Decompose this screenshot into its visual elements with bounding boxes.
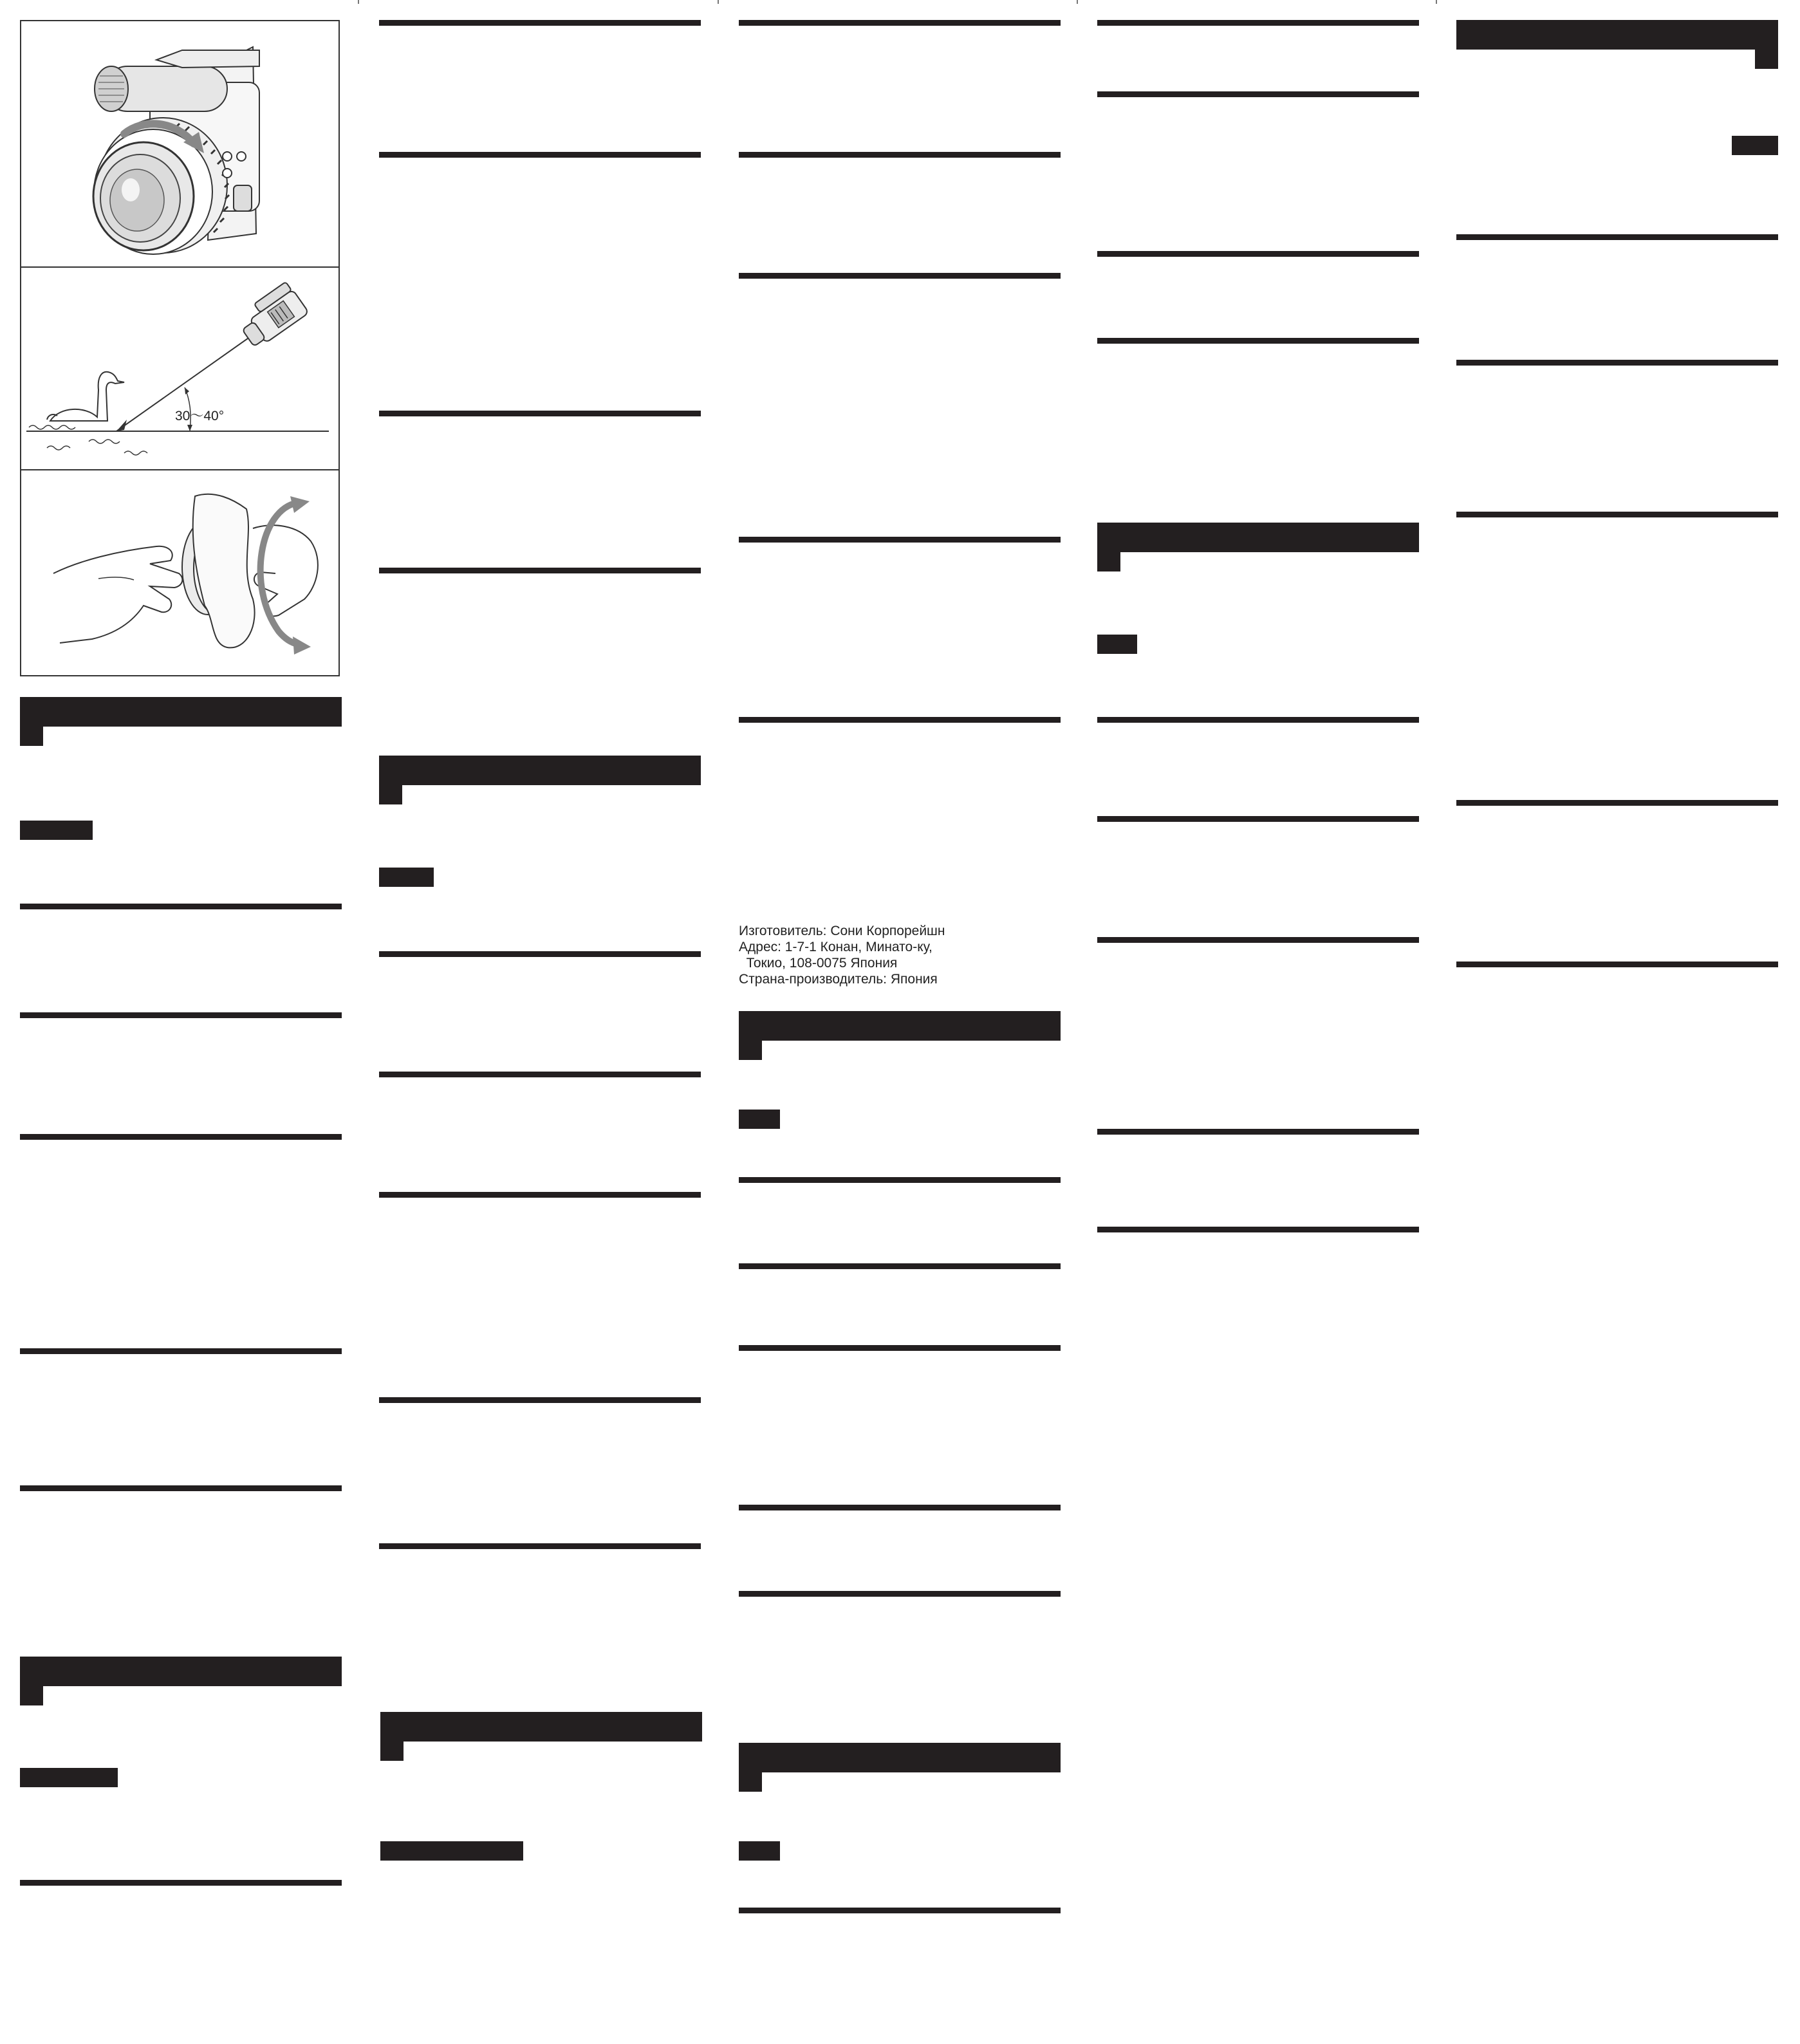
illustration-frame xyxy=(20,20,340,676)
divider-rule xyxy=(1097,937,1419,943)
divider-rule xyxy=(379,152,701,158)
hands-cleaning-lens-icon xyxy=(21,470,339,675)
divider-rule xyxy=(379,411,701,416)
section-header-bar xyxy=(380,1712,702,1742)
section-header-bar xyxy=(1097,523,1419,552)
divider-rule xyxy=(379,951,701,957)
divider-rule xyxy=(739,717,1061,723)
divider-rule xyxy=(20,1134,342,1140)
column-2 xyxy=(379,0,701,2044)
section-header-bar xyxy=(739,1743,1061,1772)
divider-rule xyxy=(379,1397,701,1403)
section-header-tab xyxy=(20,727,43,746)
divider-rule xyxy=(1097,1227,1419,1232)
divider-rule xyxy=(1097,1129,1419,1135)
column-4 xyxy=(1097,0,1419,2044)
divider-rule xyxy=(739,1345,1061,1351)
divider-rule xyxy=(739,20,1061,26)
divider-rule xyxy=(1097,20,1419,26)
divider-rule xyxy=(1456,512,1778,517)
divider-rule xyxy=(20,1012,342,1018)
divider-rule xyxy=(1456,360,1778,366)
divider-rule xyxy=(379,1543,701,1549)
divider-rule xyxy=(739,273,1061,279)
manufacturer-address: Адрес: 1-7-1 Конан, Минато-ку, xyxy=(739,940,932,954)
subsection-tag xyxy=(739,1841,780,1861)
crop-mark xyxy=(1436,0,1437,4)
subsection-tag xyxy=(380,1841,523,1861)
section-header-bar xyxy=(379,756,701,785)
divider-rule xyxy=(379,20,701,26)
section-header-tab xyxy=(1097,552,1120,571)
section-header-tab xyxy=(1755,50,1778,69)
divider-rule xyxy=(1097,91,1419,97)
divider-rule xyxy=(739,1177,1061,1183)
camcorder-lens-ring-icon xyxy=(21,21,339,266)
shooting-angle-label: 30〜40° xyxy=(175,409,225,423)
crop-mark xyxy=(718,0,719,4)
subsection-tag xyxy=(20,821,93,840)
manufacturer-address-city: Токио, 108-0075 Япония xyxy=(739,956,898,971)
divider-rule xyxy=(20,904,342,909)
section-header-bar xyxy=(1456,20,1778,50)
divider-rule xyxy=(1097,816,1419,822)
divider-rule xyxy=(739,1591,1061,1597)
divider-rule xyxy=(1456,234,1778,240)
manufacturer-name: Изготовитель: Сони Корпорейшн xyxy=(739,924,945,938)
camcorder-aiming-at-swan-icon xyxy=(21,268,339,469)
divider-rule xyxy=(1456,962,1778,967)
divider-rule xyxy=(20,1348,342,1354)
divider-rule xyxy=(739,152,1061,158)
manufacturer-country: Страна-производитель: Япония xyxy=(739,972,938,987)
section-header-tab xyxy=(20,1686,43,1705)
section-header-tab xyxy=(379,785,402,804)
section-header-tab xyxy=(739,1772,762,1792)
divider-rule xyxy=(739,1505,1061,1510)
divider-rule xyxy=(739,1908,1061,1913)
crop-mark xyxy=(358,0,359,4)
shooting-angle-illustration xyxy=(21,268,339,469)
subsection-tag xyxy=(20,1768,118,1787)
divider-rule xyxy=(1456,800,1778,806)
divider-rule xyxy=(1097,338,1419,344)
divider-rule xyxy=(739,537,1061,543)
section-header-bar xyxy=(20,697,342,727)
subsection-tag xyxy=(1732,136,1778,155)
divider-rule xyxy=(379,1072,701,1077)
section-header-bar xyxy=(20,1657,342,1686)
crop-mark xyxy=(1077,0,1078,4)
section-header-bar xyxy=(739,1011,1061,1041)
divider-rule xyxy=(20,1485,342,1491)
column-3 xyxy=(739,0,1061,2044)
divider-rule xyxy=(379,568,701,573)
column-5 xyxy=(1456,0,1778,2044)
section-header-tab xyxy=(380,1742,404,1761)
divider-rule xyxy=(1097,251,1419,257)
manufacturer-info xyxy=(739,923,1073,987)
divider-rule xyxy=(1097,717,1419,723)
divider-rule xyxy=(739,1263,1061,1269)
subsection-tag xyxy=(1097,635,1137,654)
divider-rule xyxy=(20,1880,342,1886)
section-header-tab xyxy=(739,1041,762,1060)
subsection-tag xyxy=(739,1110,780,1129)
camcorder-lens-illustration xyxy=(21,21,339,266)
lens-cleaning-illustration xyxy=(21,470,339,675)
subsection-tag xyxy=(379,868,434,887)
divider-rule xyxy=(379,1192,701,1198)
